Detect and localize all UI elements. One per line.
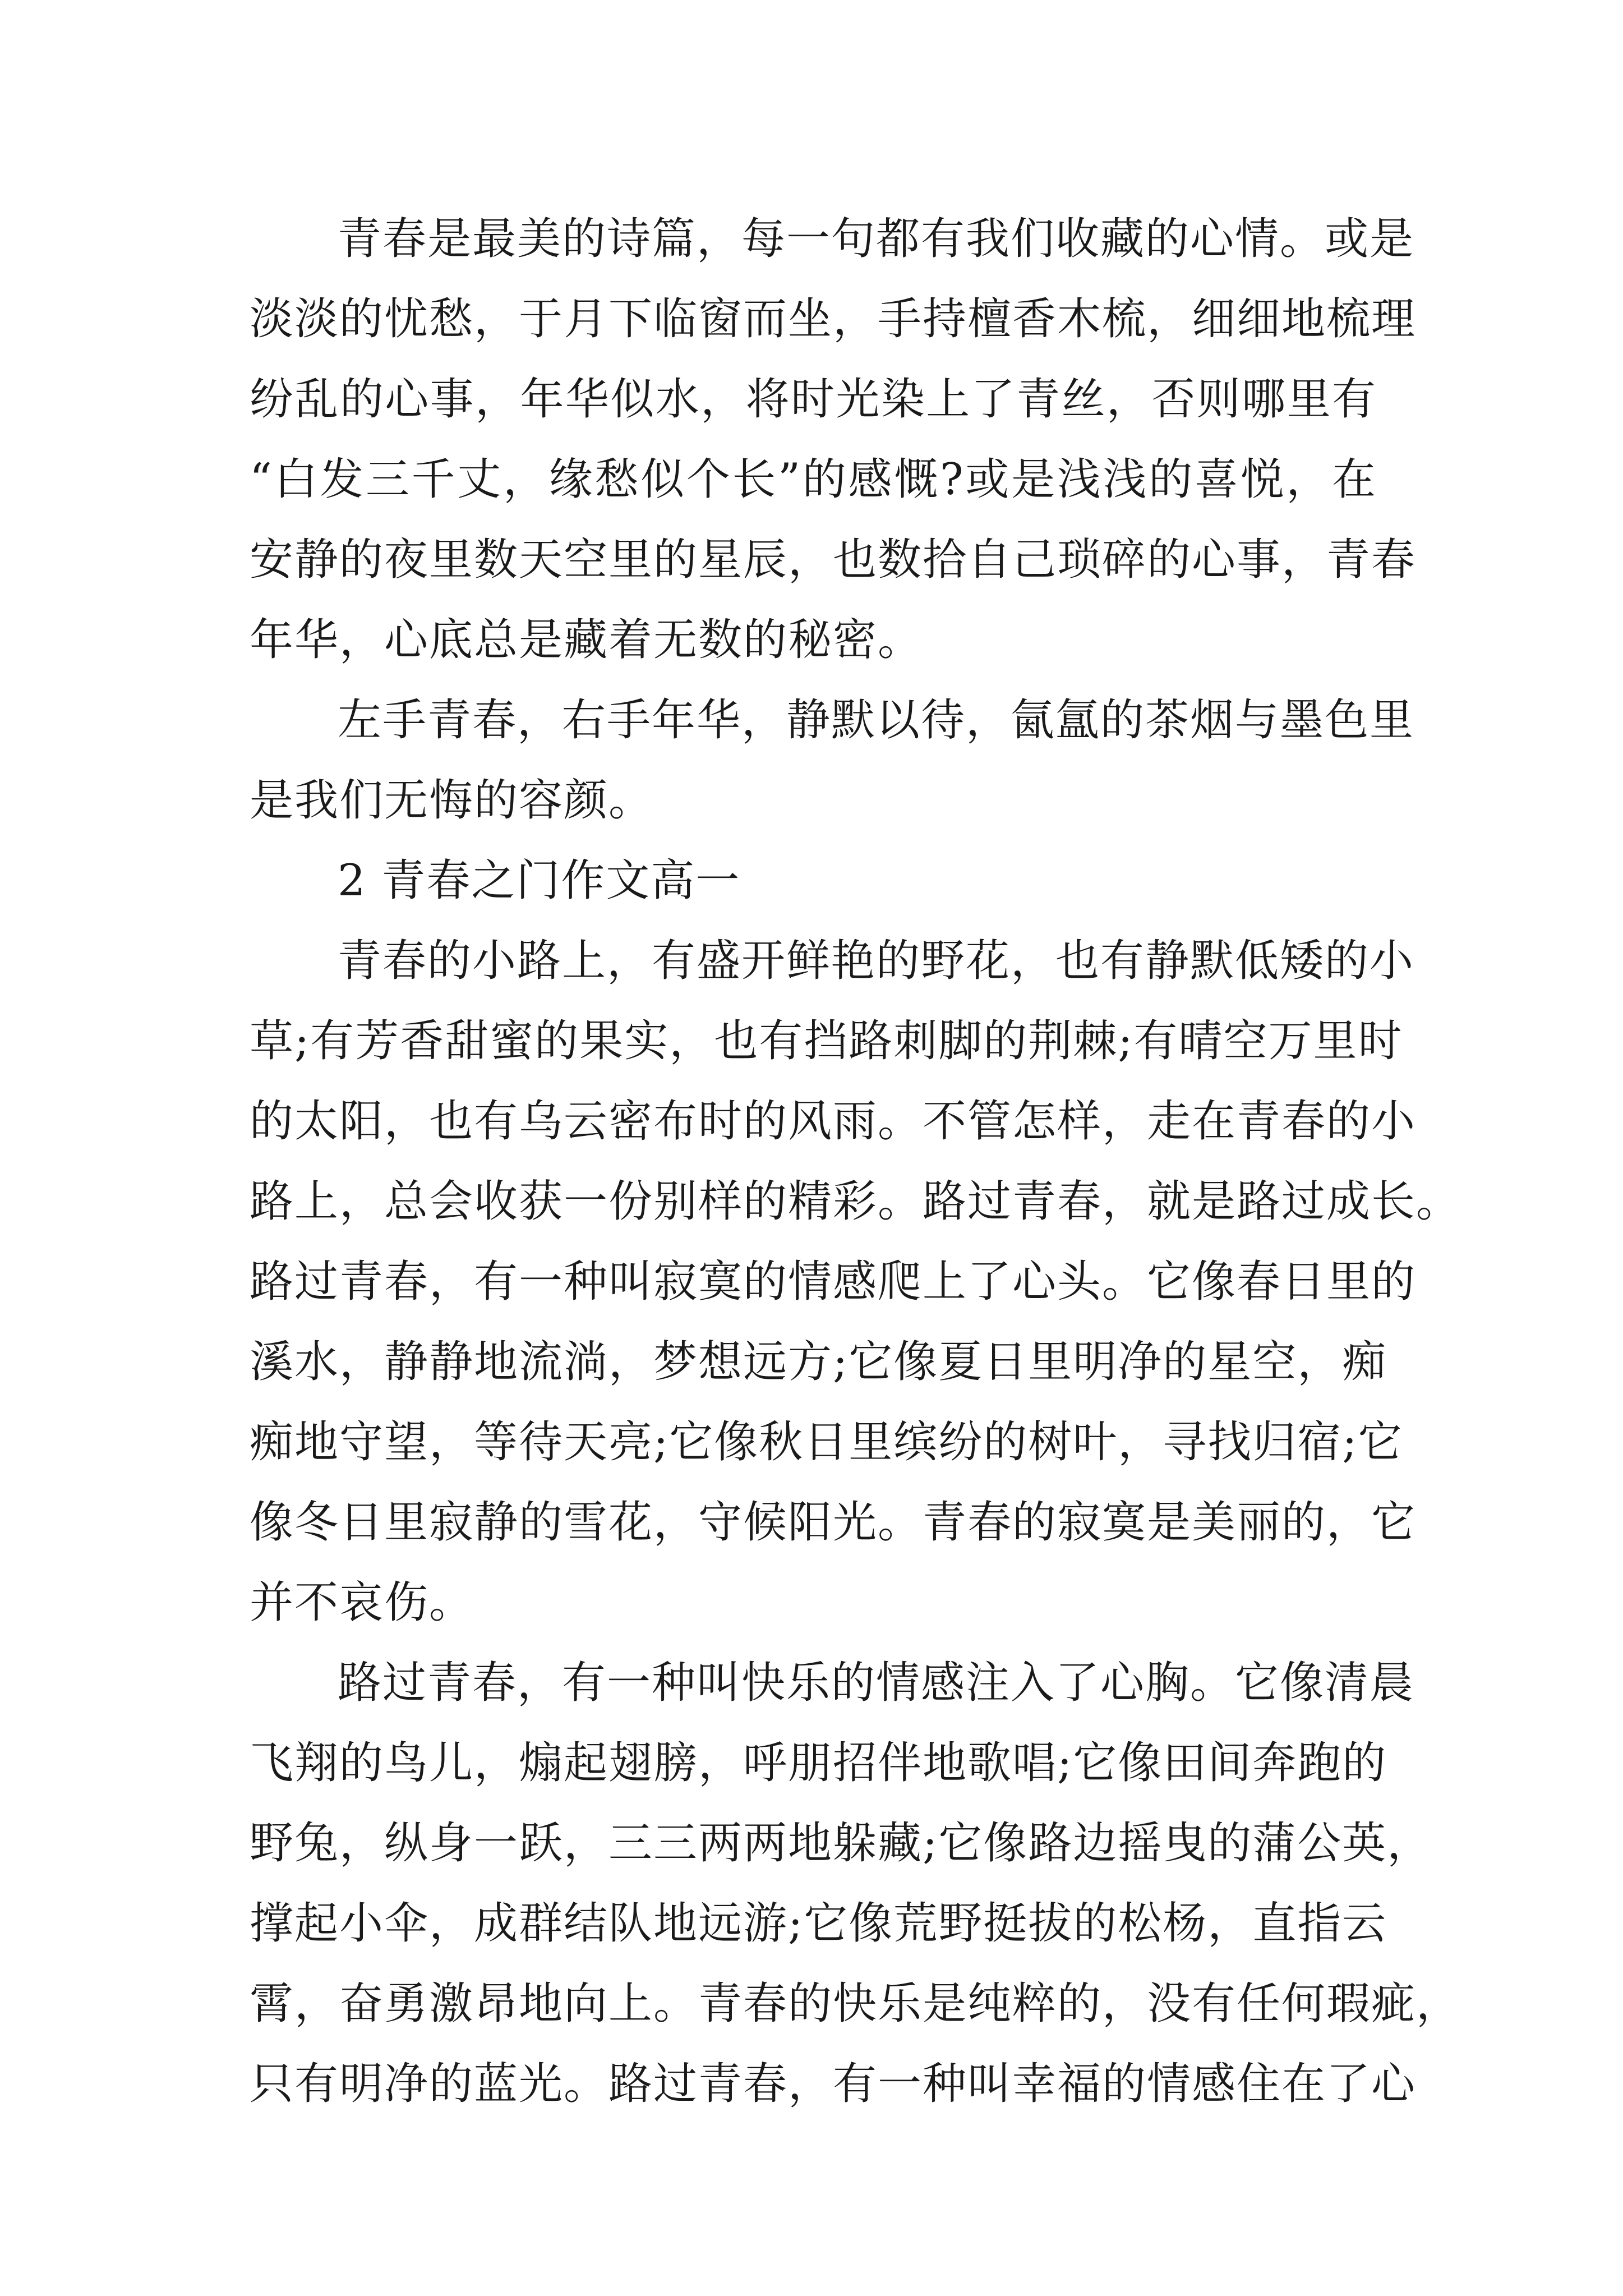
paragraph-line: 像冬日里寂静的雪花，守候阳光。青春的寂寞是美丽的，它 xyxy=(250,1497,1417,1548)
paragraph-line: 路过青春，有一种叫快乐的情感注入了心胸。它像清晨 xyxy=(338,1658,1415,1708)
paragraph-line: 飞翔的鸟儿，煽起翅膀，呼朋招伴地歌唱;它像田间奔跑的 xyxy=(250,1738,1387,1788)
paragraph-line: 草;有芳香甜蜜的果实，也有挡路刺脚的荆棘;有晴空万里时 xyxy=(250,1016,1403,1066)
paragraph-3 xyxy=(250,921,1461,1643)
paragraph-line: “白发三千丈，缘愁似个长”的感慨?或是浅浅的喜悦，在 xyxy=(250,454,1377,505)
paragraph-line: 纷乱的心事，年华似水，将时光染上了青丝，否则哪里有 xyxy=(250,374,1377,425)
paragraph-line: 痴地守望，等待天亮;它像秋日里缤纷的树叶，寻找归宿;它 xyxy=(250,1417,1403,1467)
paragraph-line: 青春的小路上，有盛开鲜艳的野花，也有静默低矮的小 xyxy=(338,936,1415,986)
paragraph-4 xyxy=(250,1643,1461,2124)
paragraph-1 xyxy=(250,199,1417,680)
document-body xyxy=(250,199,1461,2124)
paragraph-line: 路过青春，有一种叫寂寞的情感爬上了心头。它像春日里的 xyxy=(250,1257,1417,1307)
section-heading-text: 2 青春之门作文高一 xyxy=(338,855,741,906)
paragraph-line: 撑起小伞，成群结队地远游;它像荒野挺拔的松杨，直指云 xyxy=(250,1898,1387,1949)
paragraph-line: 霄，奋勇激昂地向上。青春的快乐是纯粹的，没有任何瑕疵， xyxy=(250,1978,1461,2029)
paragraph-line: 并不哀伤。 xyxy=(250,1577,474,1628)
section-heading xyxy=(250,841,1377,921)
paragraph-line: 青春是最美的诗篇，每一句都有我们收藏的心情。或是 xyxy=(338,214,1415,264)
paragraph-line: 淡淡的忧愁，于月下临窗而坐，手持檀香木梳，细细地梳理 xyxy=(250,294,1417,344)
paragraph-line: 是我们无悔的容颜。 xyxy=(250,775,654,826)
paragraph-line: 路上，总会收获一份别样的精彩。路过青春，就是路过成长。 xyxy=(250,1176,1461,1227)
paragraph-line: 的太阳，也有乌云密布时的风雨。不管怎样，走在青春的小 xyxy=(250,1096,1417,1147)
paragraph-line: 野兔，纵身一跃，三三两两地躲藏;它像路边摇曳的蒲公英， xyxy=(250,1818,1432,1869)
paragraph-line: 只有明净的蓝光。路过青春，有一种叫幸福的情感住在了心 xyxy=(250,2059,1417,2109)
paragraph-2 xyxy=(250,680,1415,841)
paragraph-line: 年华，心底总是藏着无数的秘密。 xyxy=(250,615,923,665)
paragraph-line: 安静的夜里数天空里的星辰，也数拾自己琐碎的心事，青春 xyxy=(250,535,1417,585)
paragraph-line: 溪水，静静地流淌，梦想远方;它像夏日里明净的星空，痴 xyxy=(250,1337,1387,1387)
paragraph-line: 左手青春，右手年华，静默以待，氤氲的茶烟与墨色里 xyxy=(338,695,1415,746)
